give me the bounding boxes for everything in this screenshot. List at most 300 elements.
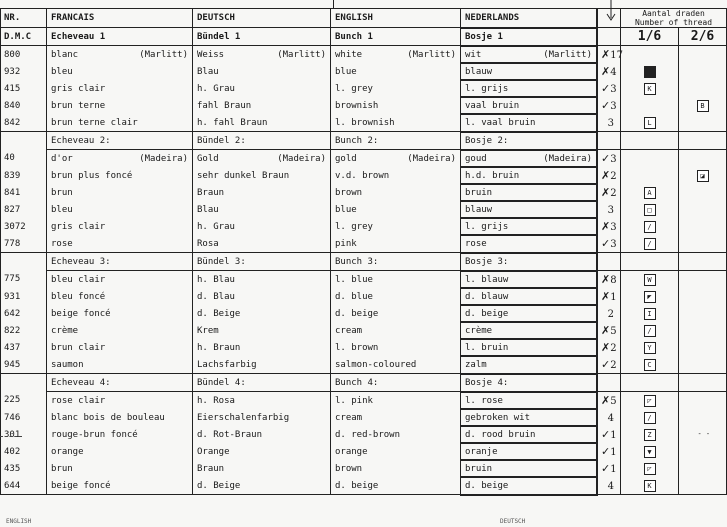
dmc-number: 839 xyxy=(1,167,47,184)
color-name: Gold xyxy=(197,153,219,164)
section-nr-blank xyxy=(1,253,47,271)
qty-value: 1 xyxy=(610,447,617,458)
table-row xyxy=(1,114,727,132)
thread-quantity xyxy=(597,409,621,426)
chart-symbol-icon: / xyxy=(644,238,656,250)
color-name-de: h. Grau xyxy=(193,218,331,235)
symbol-2-6-cell xyxy=(679,46,727,64)
color-name: blanc xyxy=(51,49,79,60)
brand-name: (Madeira) xyxy=(277,153,326,164)
table-row xyxy=(1,97,727,114)
thread-quantity xyxy=(597,80,621,97)
table-row xyxy=(1,460,727,477)
symbol-cell xyxy=(621,218,679,235)
mark-cell xyxy=(597,28,621,46)
check-mark-icon: ✓ xyxy=(601,428,611,441)
symbol-2-6-cell xyxy=(679,235,727,253)
thread-quantity xyxy=(597,97,621,114)
chart-symbol-icon: Y xyxy=(644,342,656,354)
symbol-2-6-cell xyxy=(679,305,727,322)
color-name-de: h. Rosa xyxy=(193,392,331,410)
dmc-number: 822 xyxy=(1,322,47,339)
symbol-2-6-cell xyxy=(679,443,727,460)
mark-cell xyxy=(597,132,621,150)
color-name-en xyxy=(331,46,461,64)
name-with-brand xyxy=(197,50,326,60)
color-name-de: Orange xyxy=(193,443,331,460)
check-mark-icon: ✗ xyxy=(601,48,611,61)
color-name-de: Braun xyxy=(193,460,331,477)
symbol-cell xyxy=(621,477,679,495)
symbol-cell xyxy=(621,97,679,114)
color-name-de: d. Beige xyxy=(193,305,331,322)
color-name-en: orange xyxy=(331,443,461,460)
chart-symbol-icon: K xyxy=(644,83,656,95)
chart-symbol-icon: / xyxy=(644,221,656,233)
thread-quantity xyxy=(597,114,621,132)
chart-symbol-icon: ▼ xyxy=(644,446,656,458)
color-name-nl: blauw xyxy=(461,201,597,218)
color-name-fr: rouge-brun foncé xyxy=(47,426,193,443)
symbol-2-6-cell xyxy=(679,409,727,426)
color-name-nl: blauw xyxy=(461,63,597,80)
color-name-en: d. beige xyxy=(331,477,461,495)
color-name-en xyxy=(331,150,461,168)
qty-value: 3 xyxy=(607,205,614,216)
color-name-fr: orange xyxy=(47,443,193,460)
check-mark-icon: ✗ xyxy=(601,341,611,354)
header-nr: NR. xyxy=(1,9,47,28)
color-name-en: l. grey xyxy=(331,80,461,97)
color-name-nl: h.d. bruin xyxy=(461,167,597,184)
color-name-de: Braun xyxy=(193,184,331,201)
qty-value: 3 xyxy=(610,239,617,250)
section-de: Bündel 1 xyxy=(193,28,331,46)
thread-quantity xyxy=(597,63,621,80)
symbol-2-6-cell xyxy=(679,322,727,339)
table-row xyxy=(1,322,727,339)
color-name-fr: rose clair xyxy=(47,392,193,410)
color-name-en: blue xyxy=(331,63,461,80)
dmc-number: 932 xyxy=(1,63,47,80)
brand-name: (Madeira) xyxy=(139,153,188,164)
check-mark-icon: ✓ xyxy=(601,445,611,458)
color-name-nl: d. beige xyxy=(461,305,597,322)
color-name-fr: brun plus foncé xyxy=(47,167,193,184)
color-name-en: l. grey xyxy=(331,218,461,235)
qty-value: 2 xyxy=(610,360,617,371)
color-name-fr: brun xyxy=(47,184,193,201)
color-name-en: d. beige xyxy=(331,305,461,322)
c26-cell xyxy=(679,253,727,271)
color-name-en: v.d. brown xyxy=(331,167,461,184)
thread-quantity xyxy=(597,288,621,305)
table-row xyxy=(1,409,727,426)
symbol-2-6-cell xyxy=(679,460,727,477)
thread-quantity xyxy=(597,339,621,356)
color-name-de: Blau xyxy=(193,201,331,218)
color-name-nl: d. beige xyxy=(461,477,597,495)
dmc-number: 842 xyxy=(1,114,47,132)
color-name-en: d. blue xyxy=(331,288,461,305)
symbol-cell xyxy=(621,288,679,305)
symbol-2-6-cell xyxy=(679,97,727,114)
symbol-cell xyxy=(621,322,679,339)
brand-name: (Marlitt) xyxy=(543,49,592,60)
symbol-2-6-cell xyxy=(679,426,727,443)
dmc-number: 945 xyxy=(1,356,47,374)
color-name-nl: l. bruin xyxy=(461,339,597,356)
color-name: Weiss xyxy=(197,49,225,60)
check-mark-icon: ✓ xyxy=(601,237,611,250)
header-col-2-6: 2/6 xyxy=(679,28,727,46)
chart-symbol-icon xyxy=(644,66,656,78)
name-with-brand xyxy=(335,154,456,164)
table-row xyxy=(1,392,727,410)
color-name-fr xyxy=(47,46,193,64)
qty-value: 2 xyxy=(607,309,614,320)
header-row-bunch1 xyxy=(1,28,727,46)
thread-quantity xyxy=(597,218,621,235)
dmc-number: 746 xyxy=(1,409,47,426)
brand-name: (Marlitt) xyxy=(407,49,456,60)
qty-value: 4 xyxy=(607,413,614,424)
color-name-de: h. Grau xyxy=(193,80,331,97)
thread-quantity xyxy=(597,392,621,410)
chart-symbol-icon xyxy=(645,100,655,110)
name-with-brand xyxy=(197,154,326,164)
qty-value: 2 xyxy=(610,343,617,354)
qty-value: 3 xyxy=(610,84,617,95)
symbol-2-6-cell xyxy=(679,184,727,201)
chart-symbol-icon: W xyxy=(644,274,656,286)
color-name-de: sehr dunkel Braun xyxy=(193,167,331,184)
color-name-nl: bruin xyxy=(461,184,597,201)
symbol-cell xyxy=(621,426,679,443)
footer-mid: DEUTSCH xyxy=(500,518,526,525)
table-row xyxy=(1,477,727,495)
mark-cell xyxy=(597,374,621,392)
section-header-row xyxy=(1,374,727,392)
thread-quantity xyxy=(597,305,621,322)
section-nl: Bosje 3: xyxy=(461,253,597,271)
color-name-en: pink xyxy=(331,235,461,253)
qty-value: 8 xyxy=(610,275,617,286)
color-name-en: brown xyxy=(331,460,461,477)
header-row-languages xyxy=(1,9,727,28)
symbol-2-6-cell xyxy=(679,150,727,168)
check-mark-icon: ✗ xyxy=(601,220,611,233)
chart-symbol-icon: I xyxy=(644,308,656,320)
check-mark-icon: ✗ xyxy=(601,186,611,199)
color-name-fr xyxy=(47,150,193,168)
symbol-2-6-cell xyxy=(679,167,727,184)
color-name-en: d. red-brown xyxy=(331,426,461,443)
symbol-cell xyxy=(621,339,679,356)
section-nr-blank xyxy=(1,132,47,150)
color-name-nl: d. rood bruin xyxy=(461,426,597,443)
section-nl: Bosje 4: xyxy=(461,374,597,392)
color-name-en: l. brown xyxy=(331,339,461,356)
table-row xyxy=(1,184,727,201)
check-mark-icon: ✗ xyxy=(601,394,611,407)
color-name-en: salmon-coloured xyxy=(331,356,461,374)
color-name-en: blue xyxy=(331,201,461,218)
header-threads-en: Number of thread xyxy=(634,18,713,27)
table-row xyxy=(1,305,727,322)
header-dmc: D.M.C xyxy=(1,28,47,46)
check-mark-icon: ✗ xyxy=(601,273,611,286)
check-mark-icon: ✓ xyxy=(601,99,611,112)
check-mark-icon: ✓ xyxy=(601,462,611,475)
dmc-number: 841 xyxy=(1,184,47,201)
color-name-fr: saumon xyxy=(47,356,193,374)
sym-cell xyxy=(621,374,679,392)
color-name-en: cream xyxy=(331,322,461,339)
c26-cell xyxy=(679,374,727,392)
dmc-number: 402 xyxy=(1,443,47,460)
color-name-fr: bleu foncé xyxy=(47,288,193,305)
qty-value: 2 xyxy=(610,188,617,199)
thread-quantity xyxy=(597,443,621,460)
header-threads-nl: Aantal draden xyxy=(642,9,705,18)
qty-value: 5 xyxy=(610,396,617,407)
check-mark-icon: ✓ xyxy=(601,152,611,165)
header-dutch: NEDERLANDS xyxy=(461,9,597,28)
thread-quantity xyxy=(597,184,621,201)
thread-quantity xyxy=(597,426,621,443)
thread-quantity xyxy=(597,271,621,289)
dmc-number: 225 xyxy=(1,392,47,410)
name-with-brand xyxy=(51,154,188,164)
symbol-2-6-cell xyxy=(679,80,727,97)
chart-symbol-icon: A xyxy=(644,187,656,199)
thread-quantity xyxy=(597,150,621,168)
symbol-cell xyxy=(621,201,679,218)
header-mark-col xyxy=(597,9,621,28)
check-mark-icon: ✗ xyxy=(601,324,611,337)
qty-value: 2 xyxy=(610,171,617,182)
dmc-number: 840 xyxy=(1,97,47,114)
symbol-cell xyxy=(621,184,679,201)
qty-value: 3 xyxy=(610,101,617,112)
color-name-nl: gebroken wit xyxy=(461,409,597,426)
color-name-nl xyxy=(461,150,597,168)
color-name-fr: bleu xyxy=(47,201,193,218)
chart-symbol-icon: / xyxy=(644,412,656,424)
table-row xyxy=(1,218,727,235)
symbol-2-6-cell xyxy=(679,201,727,218)
check-mark-icon: ✓ xyxy=(601,358,611,371)
section-en: Bunch 4: xyxy=(331,374,461,392)
header-french: FRANCAIS xyxy=(47,9,193,28)
dmc-number: 800 xyxy=(1,46,47,64)
symbol-cell xyxy=(621,150,679,168)
dmc-number: 644 xyxy=(1,477,47,495)
symbol-cell xyxy=(621,114,679,132)
qty-value: 3 xyxy=(607,118,614,129)
thread-quantity xyxy=(597,201,621,218)
check-mark-icon: ✗ xyxy=(601,65,611,78)
qty-value: 5 xyxy=(610,326,617,337)
symbol-cell xyxy=(621,167,679,184)
symbol-cell xyxy=(621,443,679,460)
section-fr: Echeveau 3: xyxy=(47,253,193,271)
color-name-fr: gris clair xyxy=(47,218,193,235)
header-top-rule xyxy=(333,0,334,8)
dmc-number: 40 xyxy=(1,150,47,168)
sym-cell xyxy=(621,253,679,271)
color-name-de: h. Braun xyxy=(193,339,331,356)
qty-value: 17 xyxy=(610,50,623,61)
symbol-2-6-cell xyxy=(679,288,727,305)
dmc-number: 415 xyxy=(1,80,47,97)
table-row xyxy=(1,201,727,218)
c26-cell xyxy=(679,132,727,150)
color-name-de: h. fahl Braun xyxy=(193,114,331,132)
header-german: DEUTSCH xyxy=(193,9,331,28)
symbol-2-6-cell xyxy=(679,271,727,289)
color-name-de: Lachsfarbig xyxy=(193,356,331,374)
chart-symbol-icon: / xyxy=(644,325,656,337)
chart-symbol-icon xyxy=(645,170,655,180)
mark-cell xyxy=(597,253,621,271)
dmc-number: 778 xyxy=(1,235,47,253)
name-with-brand xyxy=(51,50,188,60)
chart-symbol-icon: Z xyxy=(644,429,656,441)
brand-name: (Madeira) xyxy=(543,153,592,164)
color-name-de: d. Blau xyxy=(193,288,331,305)
color-name-fr: brun terne xyxy=(47,97,193,114)
color-name-en: l. pink xyxy=(331,392,461,410)
color-name-de: h. Blau xyxy=(193,271,331,289)
section-nl: Bosje 2: xyxy=(461,132,597,150)
color-name-de xyxy=(193,46,331,64)
color-name-en: brown xyxy=(331,184,461,201)
color-name-fr: beige foncé xyxy=(47,305,193,322)
thread-quantity xyxy=(597,46,621,64)
color-name-fr: blanc bois de bouleau xyxy=(47,409,193,426)
thread-quantity xyxy=(597,322,621,339)
color-name-nl: d. blauw xyxy=(461,288,597,305)
table-row xyxy=(1,150,727,168)
color-name-de: Eierschalenfarbig xyxy=(193,409,331,426)
color-name-de: Krem xyxy=(193,322,331,339)
chart-symbol-icon xyxy=(645,153,655,163)
symbol-cell xyxy=(621,392,679,410)
symbol-cell xyxy=(621,80,679,97)
chart-symbol-icon: □ xyxy=(644,204,656,216)
chart-symbol-icon: L xyxy=(644,117,656,129)
brand-name: (Marlitt) xyxy=(139,49,188,60)
color-name-nl: vaal bruin xyxy=(461,97,597,114)
table-row xyxy=(1,271,727,289)
section-nr-blank xyxy=(1,374,47,392)
qty-value: 3 xyxy=(610,154,617,165)
dmc-number: 3072 xyxy=(1,218,47,235)
section-de: Bündel 4: xyxy=(193,374,331,392)
section-en: Bunch 2: xyxy=(331,132,461,150)
color-name-de xyxy=(193,150,331,168)
section-header-row xyxy=(1,253,727,271)
dmc-number: 827 xyxy=(1,201,47,218)
chart-symbol-icon xyxy=(645,49,655,59)
color-name-de: Rosa xyxy=(193,235,331,253)
section-header-row xyxy=(1,132,727,150)
section-en: Bunch 1 xyxy=(331,28,461,46)
thread-quantity xyxy=(597,356,621,374)
color-name-nl: l. vaal bruin xyxy=(461,114,597,132)
color-name-en: cream xyxy=(331,409,461,426)
section-nl: Bosje 1 xyxy=(461,28,597,46)
chart-symbol-icon: B xyxy=(697,100,709,112)
symbol-2-6-cell xyxy=(679,356,727,374)
symbol-2-6-cell xyxy=(679,339,727,356)
color-name-fr: beige foncé xyxy=(47,477,193,495)
color-name-de: d. Rot-Braun xyxy=(193,426,331,443)
dmc-number: 775 xyxy=(1,271,47,289)
color-name-fr: brun terne clair xyxy=(47,114,193,132)
table-row xyxy=(1,80,727,97)
symbol-cell xyxy=(621,305,679,322)
color-name-de: fahl Braun xyxy=(193,97,331,114)
table-row xyxy=(1,235,727,253)
chart-symbol-icon: ◸ xyxy=(644,395,656,407)
color-name-fr: bleu clair xyxy=(47,271,193,289)
symbol-2-6-cell xyxy=(679,63,727,80)
color-name-nl: l. grijs xyxy=(461,218,597,235)
check-mark-icon: ✓ xyxy=(601,82,611,95)
chart-symbol-icon: ◤ xyxy=(644,291,656,303)
table-row xyxy=(1,426,727,443)
symbol-2-6-cell xyxy=(679,218,727,235)
chart-symbol-icon: C xyxy=(644,359,656,371)
section-fr: Echeveau 4: xyxy=(47,374,193,392)
chart-symbol-icon: ◸ xyxy=(644,463,656,475)
color-name-fr: rose xyxy=(47,235,193,253)
section-de: Bündel 2: xyxy=(193,132,331,150)
symbol-cell xyxy=(621,356,679,374)
chart-symbol-icon: K xyxy=(644,480,656,492)
color-name: goud xyxy=(465,153,487,164)
color-name-nl xyxy=(461,46,597,64)
qty-value: 4 xyxy=(607,481,614,492)
symbol-cell xyxy=(621,460,679,477)
thread-quantity xyxy=(597,235,621,253)
color-name-nl: bruin xyxy=(461,460,597,477)
color-name-nl: oranje xyxy=(461,443,597,460)
dmc-number: 435 xyxy=(1,460,47,477)
color-name-fr: brun xyxy=(47,460,193,477)
symbol-cell xyxy=(621,63,679,80)
table-row xyxy=(1,356,727,374)
table-row xyxy=(1,339,727,356)
color-name-en: brownish xyxy=(331,97,461,114)
section-fr: Echeveau 1 xyxy=(47,28,193,46)
qty-value: 1 xyxy=(610,292,617,303)
symbol-cell xyxy=(621,271,679,289)
symbol-2-6-cell xyxy=(679,477,727,495)
table-row xyxy=(1,443,727,460)
qty-value: 1 xyxy=(610,464,617,475)
thread-quantity xyxy=(597,167,621,184)
name-with-brand xyxy=(465,50,592,60)
color-name-de: Blau xyxy=(193,63,331,80)
qty-value: 4 xyxy=(610,67,617,78)
table-row xyxy=(1,167,727,184)
dmc-number: 642 xyxy=(1,305,47,322)
header-thread-count xyxy=(621,9,727,28)
